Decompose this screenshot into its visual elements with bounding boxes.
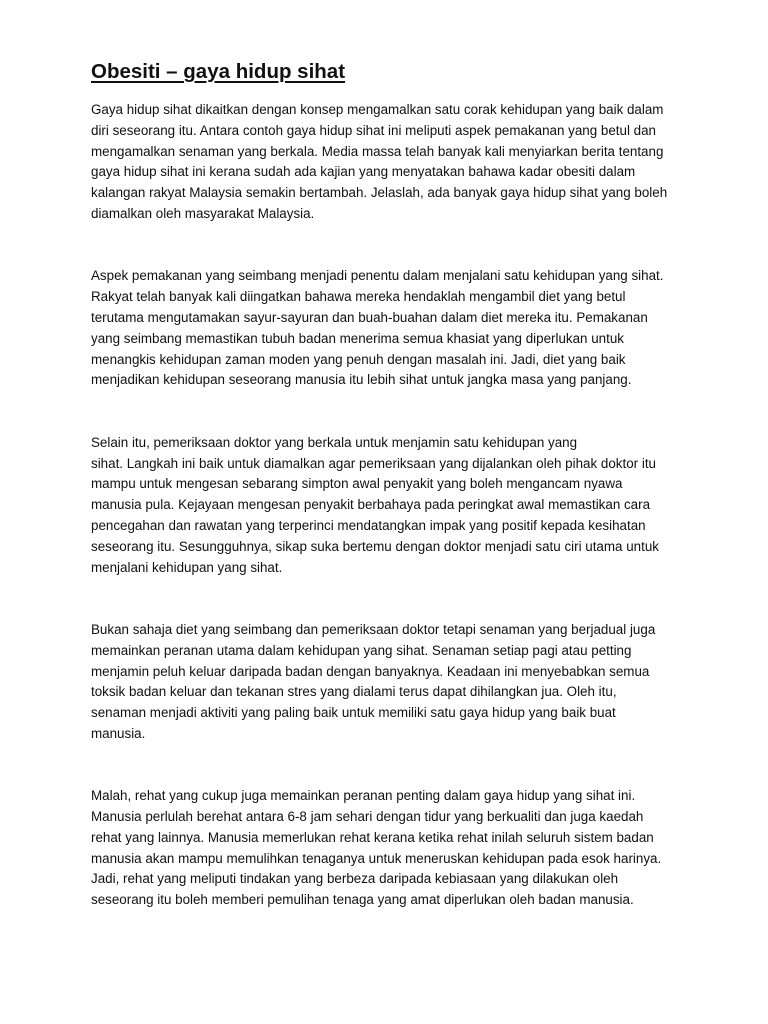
document-page [91, 56, 691, 911]
document-title: Obesiti – gaya hidup sihat [91, 60, 346, 83]
paragraph-doctor-checkup: Selain itu, pemeriksaan doktor yang berkala untuk menjamin satu kehidupan yang sihat. Langkah ini baik untuk diamalkan agar pemeriksaan yang dijalankan oleh pihak doktor itu mampu untuk mengesan sebarang simpton awal penyakit yang boleh mengancam nyawa manusia pula. Kejayaan mengesan penyakit berbahaya pada peringkat awal memastikan cara pencegahan dan rawatan yang terperinci mendatangkan impak yang positif kepada kesihatan seseorang itu. Sesungguhnya, sikap suka bertemu dengan doktor menjadi satu ciri utama untuk menjalani kehidupan yang sihat. [91, 434, 659, 575]
paragraph-intro: Gaya hidup sihat dikaitkan dengan konsep mengamalkan satu corak kehidupan yang baik dalam diri seseorang itu. Antara contoh gaya hidup sihat ini meliputi aspek pemakanan yang betul dan mengamalkan senaman yang berkala. Media massa telah banyak kali menyiarkan berita tentang gaya hidup sihat ini kerana sudah ada kajian yang menyatakan bahawa kadar obesiti dalam kalangan rakyat Malaysia semakin bertambah. Jelaslah, ada banyak gaya hidup sihat yang boleh diamalkan oleh masyarakat Malaysia. [91, 102, 668, 221]
paragraph-diet: Aspek pemakanan yang seimbang menjadi penentu dalam menjalani satu kehidupan yang sihat. Rakyat telah banyak kali diingatkan bahawa mereka hendaklah mengambil diet yang betul terutama mengutamakan sayur-sayuran dan buah-buahan dalam diet mereka itu. Pemakanan yang seimbang memastikan tubuh badan menerima semua khasiat yang diperlukan untuk menangkis kehidupan zaman moden yang penuh dengan masalah ini. Jadi, diet yang baik menjadikan kehidupan seseorang manusia itu lebih sihat untuk jangka masa yang panjang. [91, 268, 664, 388]
paragraph-exercise: Bukan sahaja diet yang seimbang dan pemeriksaan doktor tetapi senaman yang berjadual juga memainkan peranan utama dalam kehidupan yang sihat. Senaman setiap pagi atau petting menjamin peluh keluar daripada badan dengan banyaknya. Keadaan ini menyebabkan semua toksik badan keluar dan tekanan stres yang dialami terus dapat dihilangkan jua. Oleh itu, senaman menjadi aktiviti yang paling baik untuk memiliki satu gaya hidup yang baik buat manusia. [91, 621, 656, 741]
paragraph-rest: Malah, rehat yang cukup juga memainkan peranan penting dalam gaya hidup yang sihat ini. Manusia perlulah berehat antara 6-8 jam sehari dengan tidur yang berkualiti dan juga kaedah rehat yang lainnya. Manusia memerlukan rehat kerana ketika rehat inilah seluruh sistem badan manusia akan mampu memulihkan tenaganya untuk meneruskan kehidupan pada esok harinya. Jadi, rehat yang meliputi tindakan yang berbeza daripada kebiasaan yang dilakukan oleh seseorang itu boleh memberi pemulihan tenaga yang amat diperlukan oleh badan manusia. [91, 788, 662, 908]
